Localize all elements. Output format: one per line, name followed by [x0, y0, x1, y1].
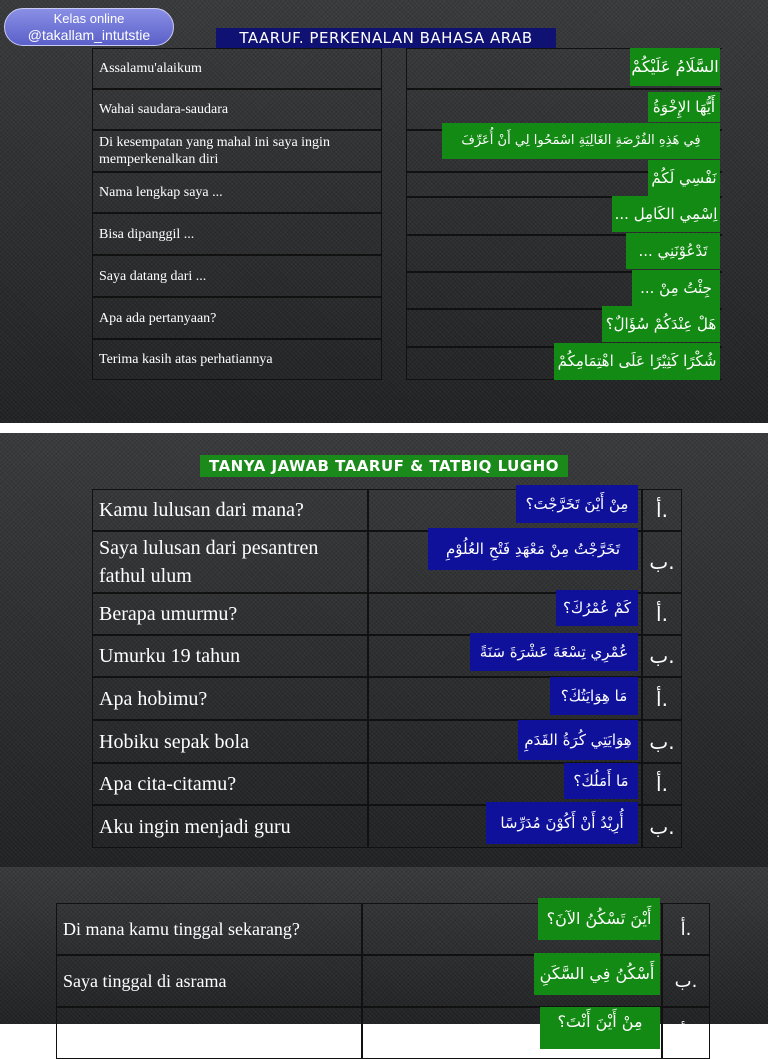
arabic-text: تَخَرَّجْتُ مِنْ مَعْهَدِ فَتْحِ العُلُوْمِ [428, 528, 638, 570]
table-row-id: Saya lulusan dari pesantren fathul ulum [92, 531, 368, 593]
arabic-text: أَسْكُنُ فِي السَّكَنِ [534, 953, 660, 995]
arabic-text: كَمْ عُمْرُكَ؟ [556, 590, 638, 626]
table-row-id: Apa ada pertanyaan? [92, 297, 382, 339]
arabic-text: السَّلَامُ عَلَيْكُمْ [630, 48, 720, 86]
row-number: ب. [642, 635, 682, 677]
arabic-text: مَا هِوَايَتُكَ؟ [550, 677, 638, 715]
arabic-text: جِئْتُ مِنْ ... [632, 270, 720, 306]
arabic-text: أَيُّهَا الإِخْوَةُ [648, 92, 720, 122]
row-number: أ. [642, 763, 682, 805]
arabic-text: هِوَايَتِي كُرَةُ القَدَمِ [518, 720, 638, 760]
badge-line-1: Kelas online [53, 11, 125, 26]
table-row-id [56, 1007, 362, 1059]
row-number: أ. [642, 677, 682, 720]
row-number: أ. [662, 1007, 710, 1059]
arabic-text: اِسْمِي الكَامِل ... [612, 196, 720, 232]
table-row-id: Wahai saudara-saudara [92, 89, 382, 130]
table-row-id: Aku ingin menjadi guru [92, 805, 368, 848]
arabic-text: مِنْ أَيْنَ تَخَرَّجْتَ؟ [516, 485, 638, 523]
section-1-title: TAARUF. PERKENALAN BAHASA ARAB [216, 28, 556, 48]
arabic-text: شُكْرًا كَثِيْرًا عَلَى اهْتِمَامِكُمْ [554, 343, 720, 380]
table-row-id: Bisa dipanggil ... [92, 213, 382, 255]
account-badge [4, 8, 174, 46]
row-number: ب. [642, 531, 682, 593]
row-number: أ. [642, 593, 682, 635]
arabic-text: هَلْ عِنْدَكُمْ سُؤَالٌ؟ [602, 306, 720, 342]
table-row-id: Saya tinggal di asrama [56, 955, 362, 1007]
arabic-text: فِي هَذِهِ الفُرْصَةِ الغَالِيَةِ اسْمَحُوا لِي أَنْ أُعَرِّفَ [442, 123, 720, 159]
table-row-id: Hobiku sepak bola [92, 720, 368, 763]
row-number: ب. [662, 955, 710, 1007]
arabic-text: مَا أَمَلُكَ؟ [564, 763, 638, 799]
table-row-id: Berapa umurmu? [92, 593, 368, 635]
arabic-text: أُرِيْدُ أَنْ أَكُوْنَ مُدَرِّسًا [486, 802, 638, 844]
table-row-id: Di kesempatan yang mahal ini saya ingin memperkenalkan diri [92, 130, 382, 172]
table-row-id: Terima kasih atas perhatiannya [92, 339, 382, 380]
row-number: أ. [642, 489, 682, 531]
arabic-text: عُمْرِي تِسْعَةَ عَشْرَةَ سَنَةً [470, 633, 638, 671]
row-number: ب. [642, 805, 682, 848]
slide-3 [0, 867, 768, 1044]
table-row-id: Assalamu'alaikum [92, 48, 382, 89]
table-row-id: Umurku 19 tahun [92, 635, 368, 677]
arabic-text: نَفْسِي لَكُمْ [648, 160, 720, 196]
table-row-id: Apa hobimu? [92, 677, 368, 720]
table-row-id: Apa cita-citamu? [92, 763, 368, 805]
table-row-id: Saya datang dari ... [92, 255, 382, 297]
section-2-title: TANYA JAWAB TAARUF & TATBIQ LUGHO [200, 455, 568, 477]
row-number: ب. [642, 720, 682, 763]
slide-1 [0, 0, 768, 423]
slide-2 [0, 433, 768, 867]
badge-line-2: @takallam_intutstie [27, 27, 151, 43]
table-row-id: Di mana kamu tinggal sekarang? [56, 903, 362, 955]
table-row-id: Kamu lulusan dari mana? [92, 489, 368, 531]
arabic-text: أَيْنَ تَسْكُنُ الآنَ؟ [538, 898, 660, 940]
table-row-id: Nama lengkap saya ... [92, 172, 382, 213]
arabic-text: تَدْعُوْنَنِي ... [626, 233, 720, 269]
arabic-text: مِنْ أَيْنَ أَنْتَ؟ [540, 1007, 660, 1049]
row-number: أ. [662, 903, 710, 955]
